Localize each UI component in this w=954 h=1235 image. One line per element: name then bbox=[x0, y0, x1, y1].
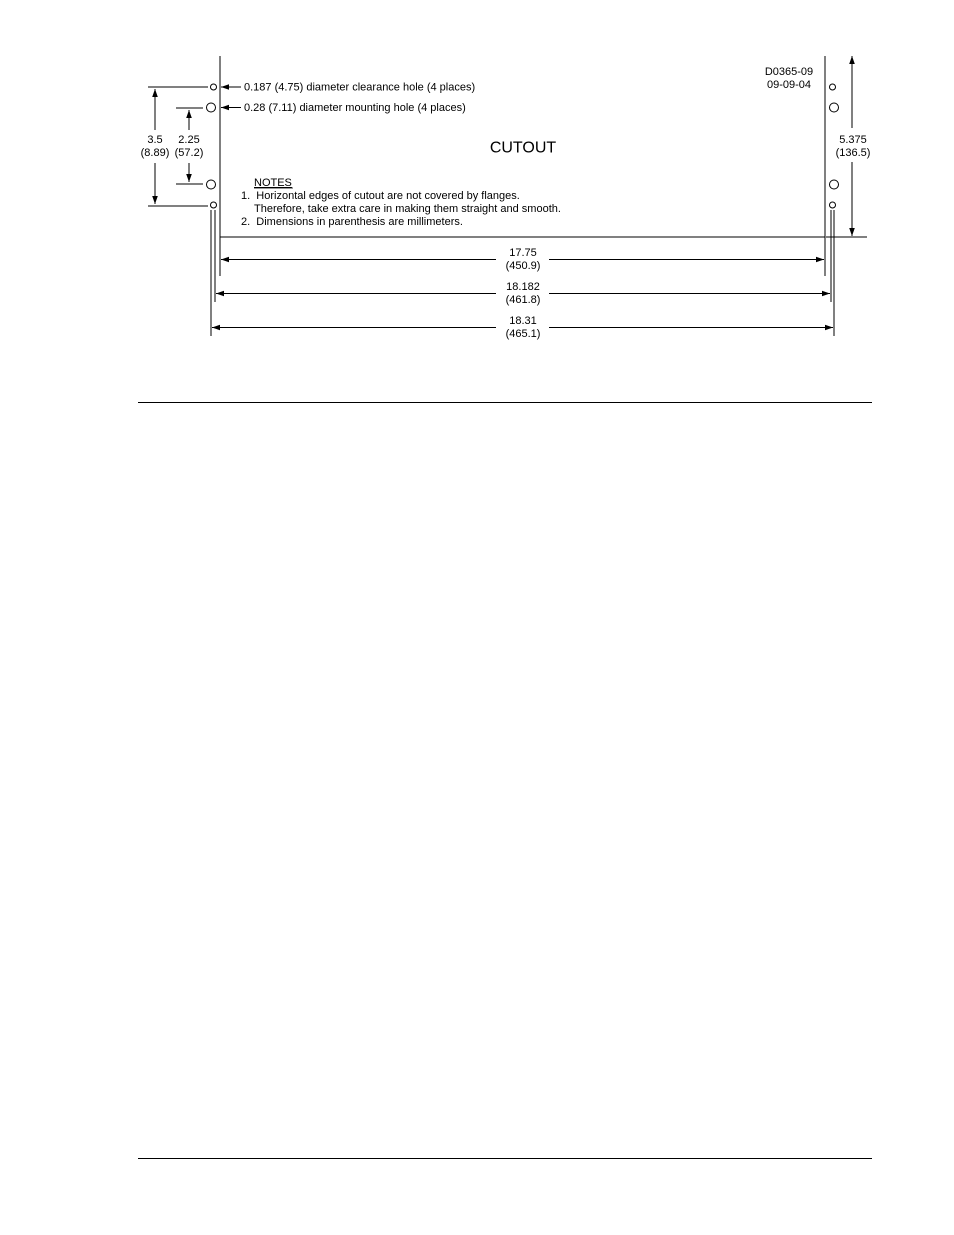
cutout-width-mm: (450.9) bbox=[505, 260, 541, 272]
callout-leaders bbox=[221, 87, 241, 108]
overall-width-inches: 18.31 bbox=[509, 315, 537, 327]
clearance-hole-callout: 0.187 (4.75) diameter clearance hole (4 places) bbox=[244, 81, 476, 94]
drawing-date: 09-09-04 bbox=[766, 79, 812, 91]
overall-width-mm: (465.1) bbox=[505, 328, 541, 340]
cutout-drawing bbox=[0, 0, 954, 400]
section-divider bbox=[138, 402, 872, 403]
mounting-hole-bottom-left bbox=[207, 180, 216, 189]
notes-heading: NOTES bbox=[254, 177, 292, 189]
note-line-3: 2. Dimensions in parenthesis are millimeters. bbox=[241, 216, 463, 228]
footer-rule bbox=[138, 1158, 872, 1159]
cutout-title: CUTOUT bbox=[489, 139, 557, 157]
cutout-width-inches: 17.75 bbox=[509, 247, 537, 259]
note-line-1: 1. Horizontal edges of cutout are not covered by flanges. bbox=[241, 190, 520, 202]
clearance-hole-top-right bbox=[830, 84, 836, 90]
hole-center-width-inches: 18.182 bbox=[506, 281, 540, 293]
outer-hole-spacing-mm: (8.89) bbox=[140, 147, 170, 159]
cutout-height-inches: 5.375 bbox=[839, 134, 867, 146]
mounting-hole-bottom-right bbox=[830, 180, 839, 189]
cutout-height-mm: (136.5) bbox=[835, 147, 871, 159]
hole-center-width-mm: (461.8) bbox=[505, 294, 541, 306]
drawing-number: D0365-09 bbox=[764, 66, 814, 78]
clearance-hole-bottom-left bbox=[211, 202, 217, 208]
clearance-hole-bottom-right bbox=[830, 202, 836, 208]
inner-hole-spacing-inches: 2.25 bbox=[178, 134, 200, 146]
clearance-hole-top-left bbox=[211, 84, 217, 90]
outer-hole-spacing-inches: 3.5 bbox=[147, 134, 163, 146]
mounting-hole-top-left bbox=[207, 103, 216, 112]
inner-hole-spacing-mm: (57.2) bbox=[174, 147, 204, 159]
mounting-hole-top-right bbox=[830, 103, 839, 112]
mounting-hole-callout: 0.28 (7.11) diameter mounting hole (4 places) bbox=[244, 102, 466, 114]
note-line-2: Therefore, take extra care in making them straight and smooth. bbox=[254, 203, 561, 215]
